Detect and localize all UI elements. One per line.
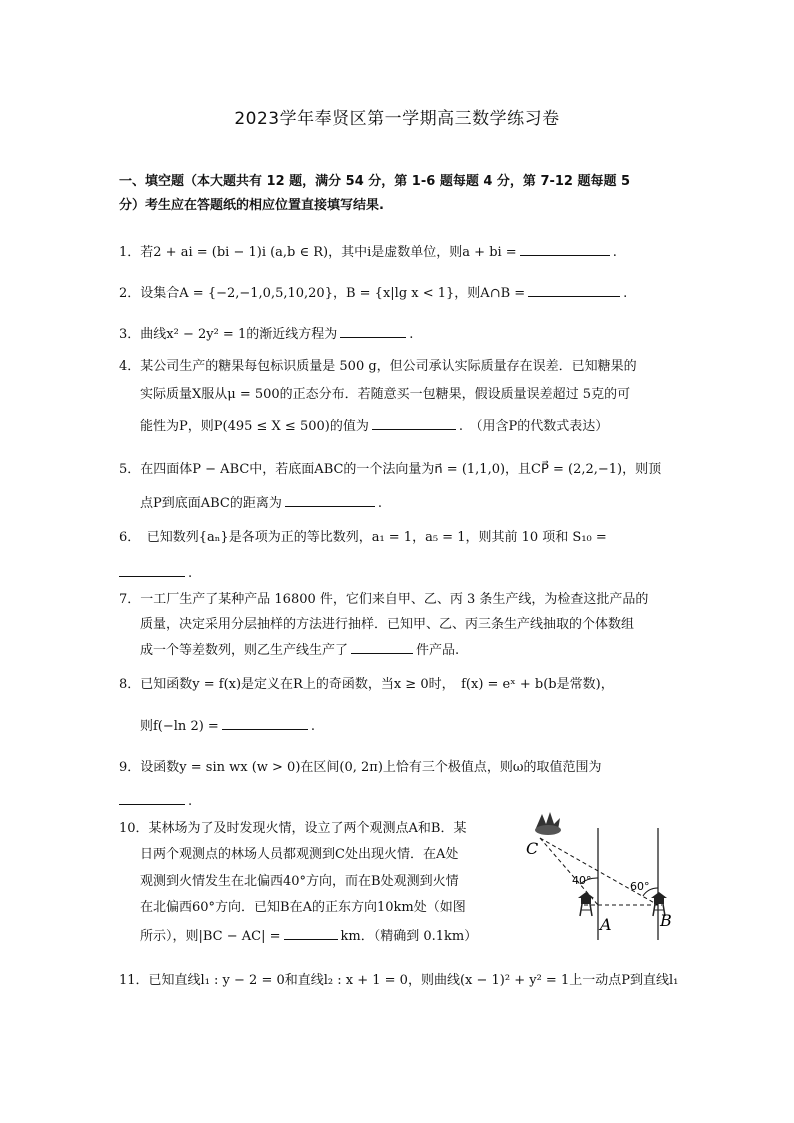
question-7-line3-end: 件产品. (416, 643, 460, 658)
question-9-end: . (188, 794, 193, 809)
question-1-text: 1．若2 + ai = (bi − 1)i (a,b ∈ R)，其中i是虚数单位，则a + bi = (119, 245, 517, 260)
label-b: B (660, 911, 672, 930)
angle-label-b: 60° (630, 880, 650, 893)
observation-figure (512, 808, 672, 946)
section-heading-line1: 一、填空题（本大题共有 12 题，满分 54 分，第 1-6 题每题 4 分，第 7-12 题每题 5 (119, 174, 631, 189)
question-10-line2: 日两个观测点的林场人员都观测到C处出现火情．在A处 (140, 847, 459, 862)
answer-blank (528, 282, 620, 297)
question-10-line3: 观测到火情发生在北偏西40°方向，而在B处观测到火情 (140, 874, 459, 889)
question-2-end: . (623, 286, 628, 301)
question-2 (119, 282, 627, 306)
question-7-line3 (140, 639, 459, 663)
answer-blank (119, 790, 185, 805)
question-10-line5-text: 所示），则|BC − AC| = (140, 929, 281, 944)
question-5-end: . (377, 496, 383, 511)
question-10-line5-end: km．（精确到 0.1km） (340, 929, 478, 944)
question-4-line3-text: 能性为P，则P(495 ≤ X ≤ 500)的值为 (140, 419, 369, 434)
question-10-line1: 10．某林场为了及时发现火情，设立了两个观测点A和B．某 (119, 821, 467, 836)
segment-cb (540, 838, 658, 905)
question-1-end: . (612, 245, 617, 260)
question-7-line1: 7．一工厂生产了某种产品 16800 件，它们来自甲、乙、丙 3 条生产线，为检查这批产品的 (119, 592, 649, 607)
answer-blank (340, 323, 406, 338)
question-8-end: . (310, 719, 315, 734)
answer-blank (372, 415, 456, 430)
question-5-line2 (140, 492, 382, 516)
question-8-line2-text: 则f(−ln 2) = (140, 719, 219, 734)
question-11-line1: 11．已知直线l₁ : y − 2 = 0和直线l₂ : x + 1 = 0，则曲线(x − 1)² + y² = 1上一动点P到直线l₁ (119, 973, 679, 988)
question-8-line2 (140, 715, 315, 739)
question-6-end: . (188, 566, 193, 581)
question-5-line2-text: 点P到底面ABC的距离为 (140, 496, 282, 511)
question-8-line1: 8．已知函数y = f(x)是定义在R上的奇函数，当x ≥ 0时， f(x) = eˣ + b(b是常数)， (119, 677, 614, 692)
question-4-line3 (140, 415, 608, 439)
question-1 (119, 241, 617, 265)
question-7-line3-text: 成一个等差数列，则乙生产线生产了 (140, 643, 349, 658)
question-6-answer (119, 562, 192, 586)
label-c: C (526, 839, 539, 858)
answer-blank (285, 492, 375, 507)
answer-blank (520, 241, 610, 256)
page-title: 2023学年奉贤区第一学期高三数学练习卷 (234, 109, 560, 129)
question-9: 9．设函数y = sin wx (w > 0)在区间(0, 2π)上恰有三个极值点，则ω的取值范围为 (119, 760, 602, 775)
tower-a-icon (578, 892, 594, 916)
answer-blank (284, 925, 338, 940)
question-3-text: 3．曲线x² − 2y² = 1的渐近线方程为 (119, 327, 338, 342)
angle-label-a: 40° (572, 874, 592, 887)
question-3-end: . (409, 327, 414, 342)
section-heading-line2: 分）考生应在答题纸的相应位置直接填写结果. (119, 198, 384, 213)
question-5-line1: 5．在四面体P − ABC中，若底面ABC的一个法向量为n⃗ = (1,1,0)，且CP⃗ = (2,2,−1)，则顶 (119, 462, 662, 477)
answer-blank (119, 562, 185, 577)
question-6: 6． 已知数列{aₙ}是各项为正的等比数列，a₁ = 1，a₅ = 1，则其前 10 项和 S₁₀ = (119, 530, 607, 545)
question-4-line1: 4．某公司生产的糖果每包标识质量是 500 g，但公司承认实际质量存在误差．已知糖果的 (119, 359, 637, 374)
answer-blank (222, 715, 308, 730)
answer-blank (351, 639, 413, 654)
question-10-line5 (140, 925, 477, 949)
question-2-text: 2．设集合A = {−2,−1,0,5,10,20}，B = {x|lg x < 1}，则A∩B = (119, 286, 526, 301)
question-3 (119, 323, 413, 347)
question-4-line3-end: . （用含P的代数式表达） (458, 419, 609, 434)
label-a: A (600, 915, 612, 934)
question-9-answer (119, 790, 192, 814)
fire-icon (535, 812, 561, 835)
question-4-line2: 实际质量X服从μ = 500的正态分布．若随意买一包糖果，假设质量误差超过 5克的可 (140, 387, 631, 402)
question-7-line2: 质量，决定采用分层抽样的方法进行抽样．已知甲、乙、丙三条生产线抽取的个体数组 (140, 617, 635, 632)
question-10-line4: 在北偏西60°方向．已知B在A的正东方向10km处（如图 (140, 900, 466, 915)
